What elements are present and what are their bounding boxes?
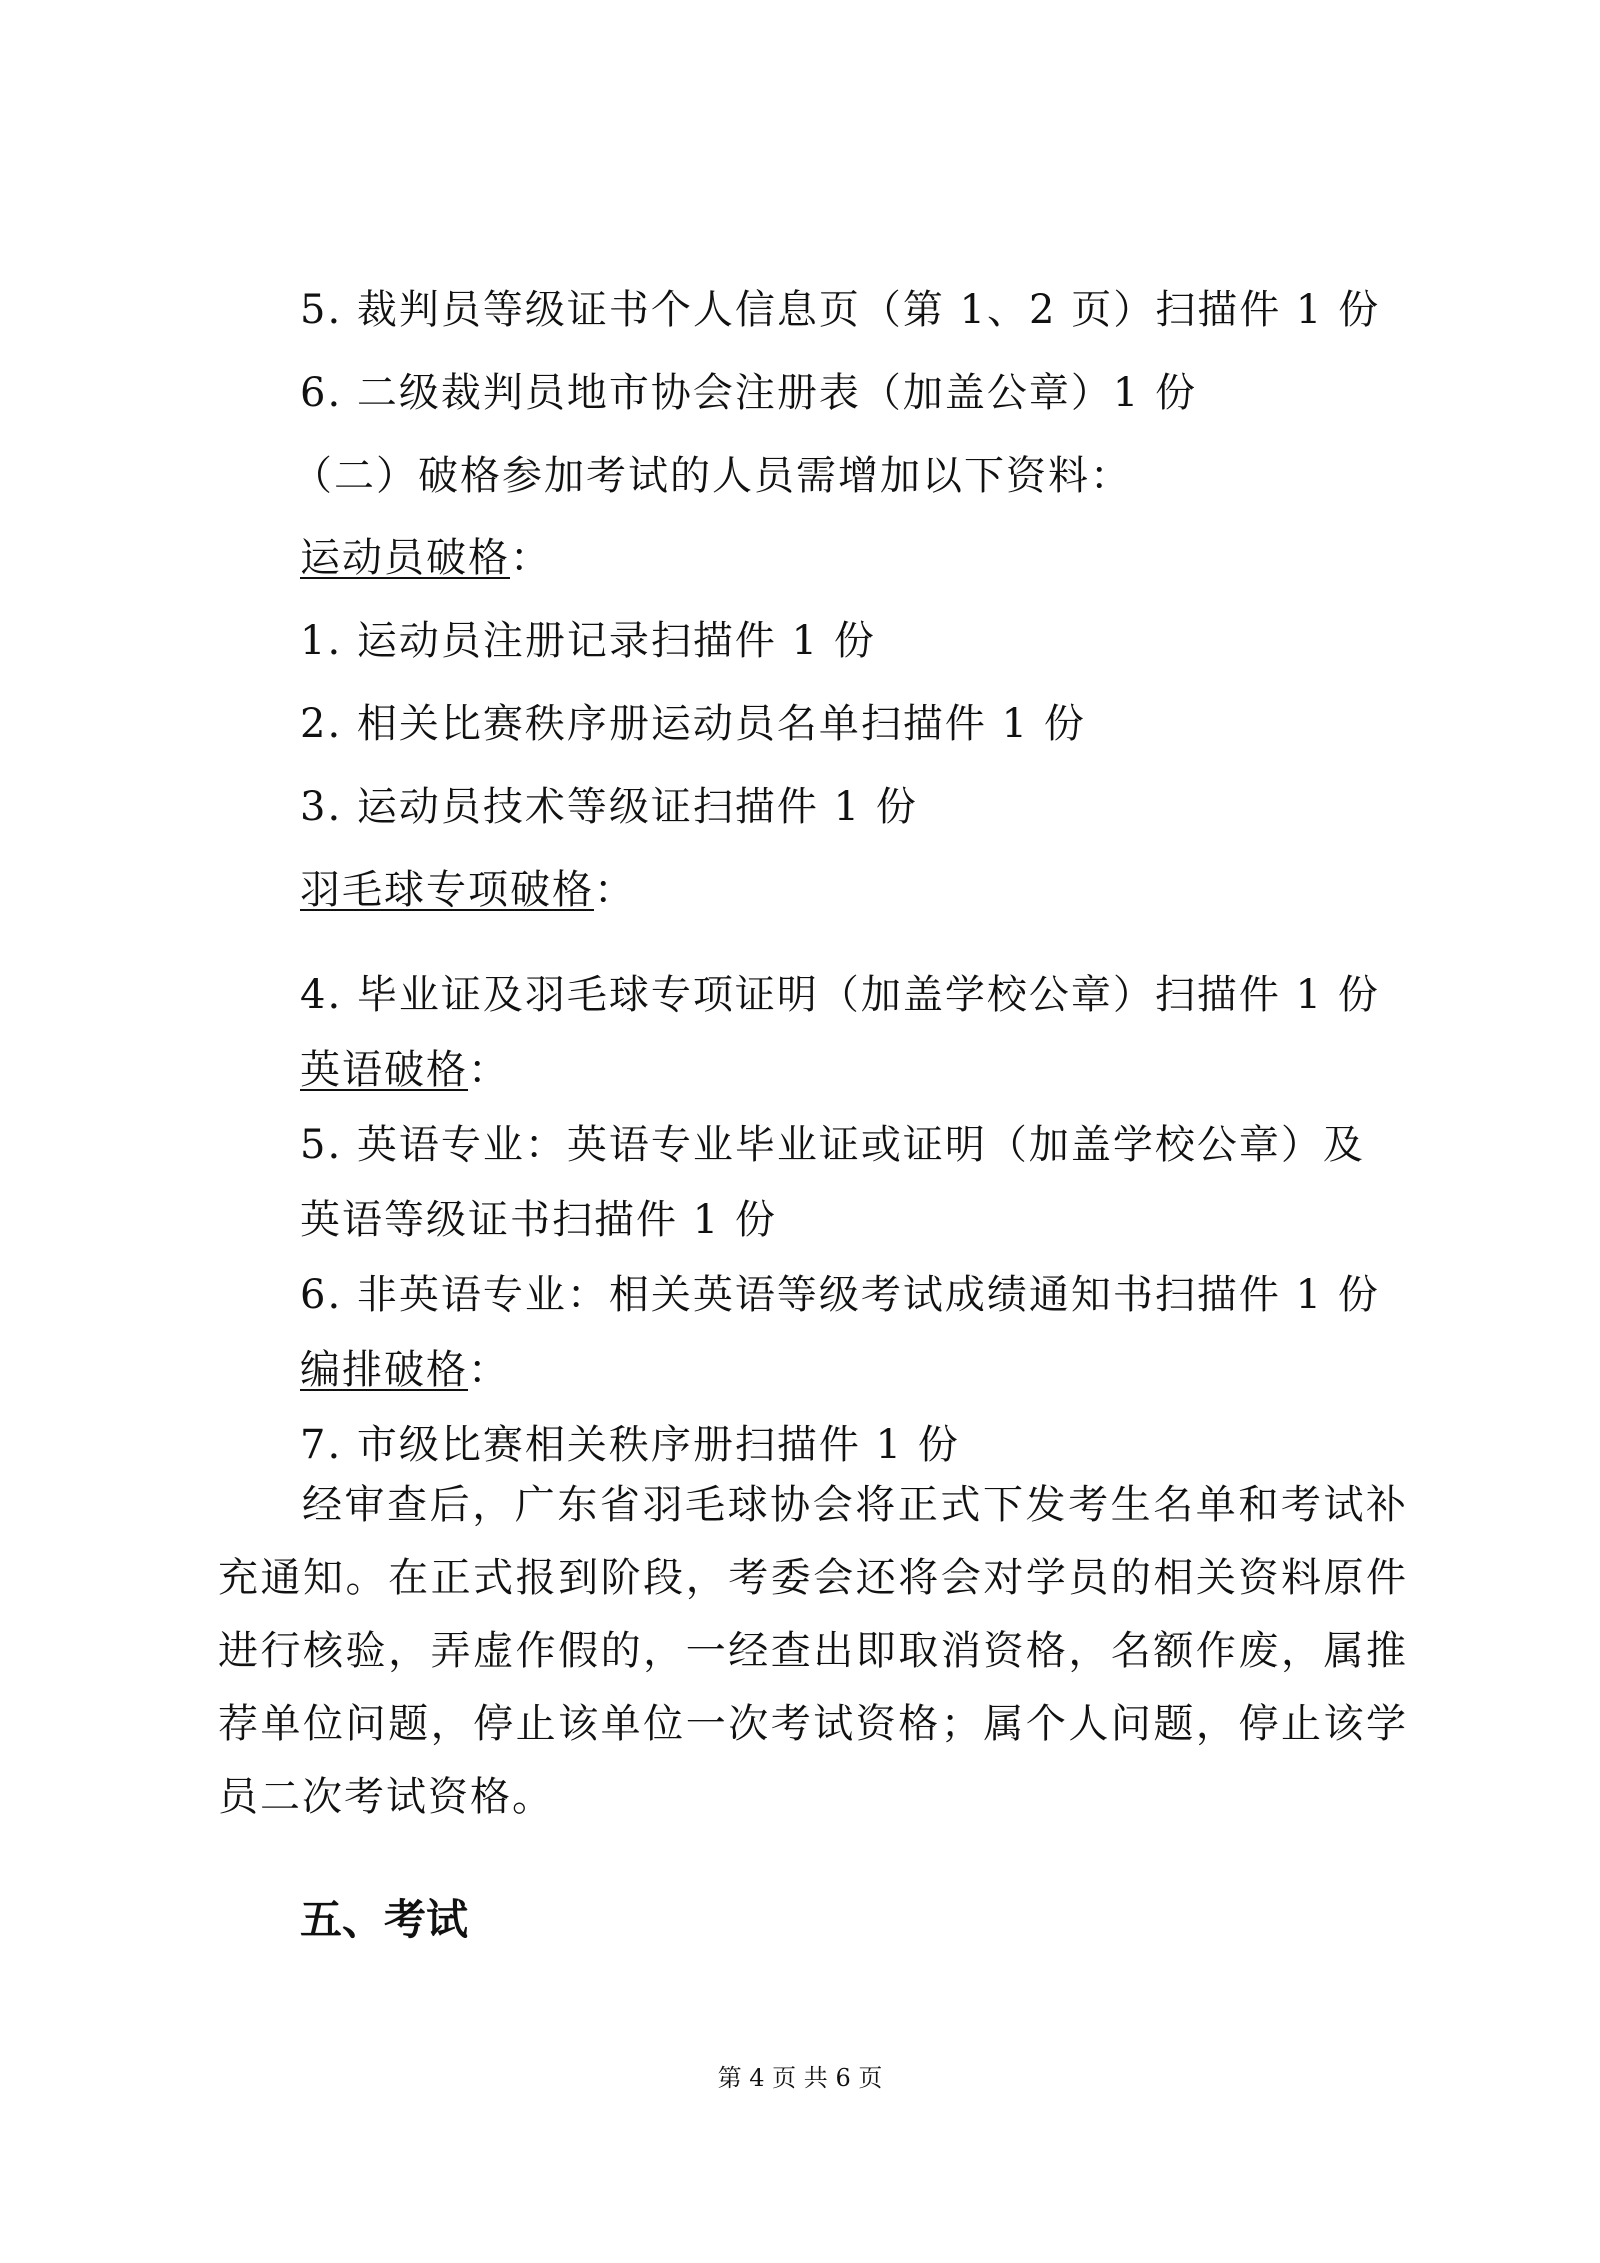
page-footer: 第 4 页 共 6 页 xyxy=(717,2064,883,2092)
badminton-exception-label: 羽毛球专项破格 xyxy=(300,867,594,913)
review-paragraph: 经审查后，广东省羽毛球协会将正式下发考生名单和考试补充通知。在正式报到阶段，考委会还将会对学员的相关资料原件进行核验，弄虚作假的，一经查出即取消资格，名额作废，属推荐单位问题，停止该单位一次考试资格；属个人问题，停止该学员二次考试资格。 xyxy=(218,1482,1408,1820)
arrangement-item-7: 7. 市级比赛相关秩序册扫描件 1 份 xyxy=(300,1422,960,1468)
subsection-title: （二）破格参加考试的人员需增加以下资料： xyxy=(292,453,1132,499)
athlete-exception-heading: 运动员破格： xyxy=(300,535,552,581)
english-item-6: 6. 非英语专业：相关英语等级考试成绩通知书扫描件 1 份 xyxy=(300,1272,1380,1318)
english-exception-heading: 英语破格： xyxy=(300,1047,510,1093)
material-item-5: 5. 裁判员等级证书个人信息页（第 1、2 页）扫描件 1 份 xyxy=(300,287,1381,333)
badminton-item-4: 4. 毕业证及羽毛球专项证明（加盖学校公章）扫描件 1 份 xyxy=(300,972,1380,1018)
arrangement-exception-label: 编排破格 xyxy=(300,1347,468,1393)
english-exception-label: 英语破格 xyxy=(300,1047,468,1093)
athlete-item-1: 1. 运动员注册记录扫描件 1 份 xyxy=(300,618,876,664)
athlete-exception-label: 运动员破格 xyxy=(300,535,510,581)
english-item-5-cont: 英语等级证书扫描件 1 份 xyxy=(300,1197,777,1243)
athlete-item-3: 3. 运动员技术等级证扫描件 1 份 xyxy=(300,784,918,830)
badminton-exception-heading: 羽毛球专项破格： xyxy=(300,867,636,913)
athlete-item-2: 2. 相关比赛秩序册运动员名单扫描件 1 份 xyxy=(300,701,1086,747)
section-heading: 五、考试 xyxy=(300,1895,469,1944)
english-item-5: 5. 英语专业：英语专业毕业证或证明（加盖学校公章）及 xyxy=(300,1122,1365,1168)
arrangement-exception-heading: 编排破格： xyxy=(300,1347,510,1393)
material-item-6: 6. 二级裁判员地市协会注册表（加盖公章）1 份 xyxy=(300,370,1198,416)
